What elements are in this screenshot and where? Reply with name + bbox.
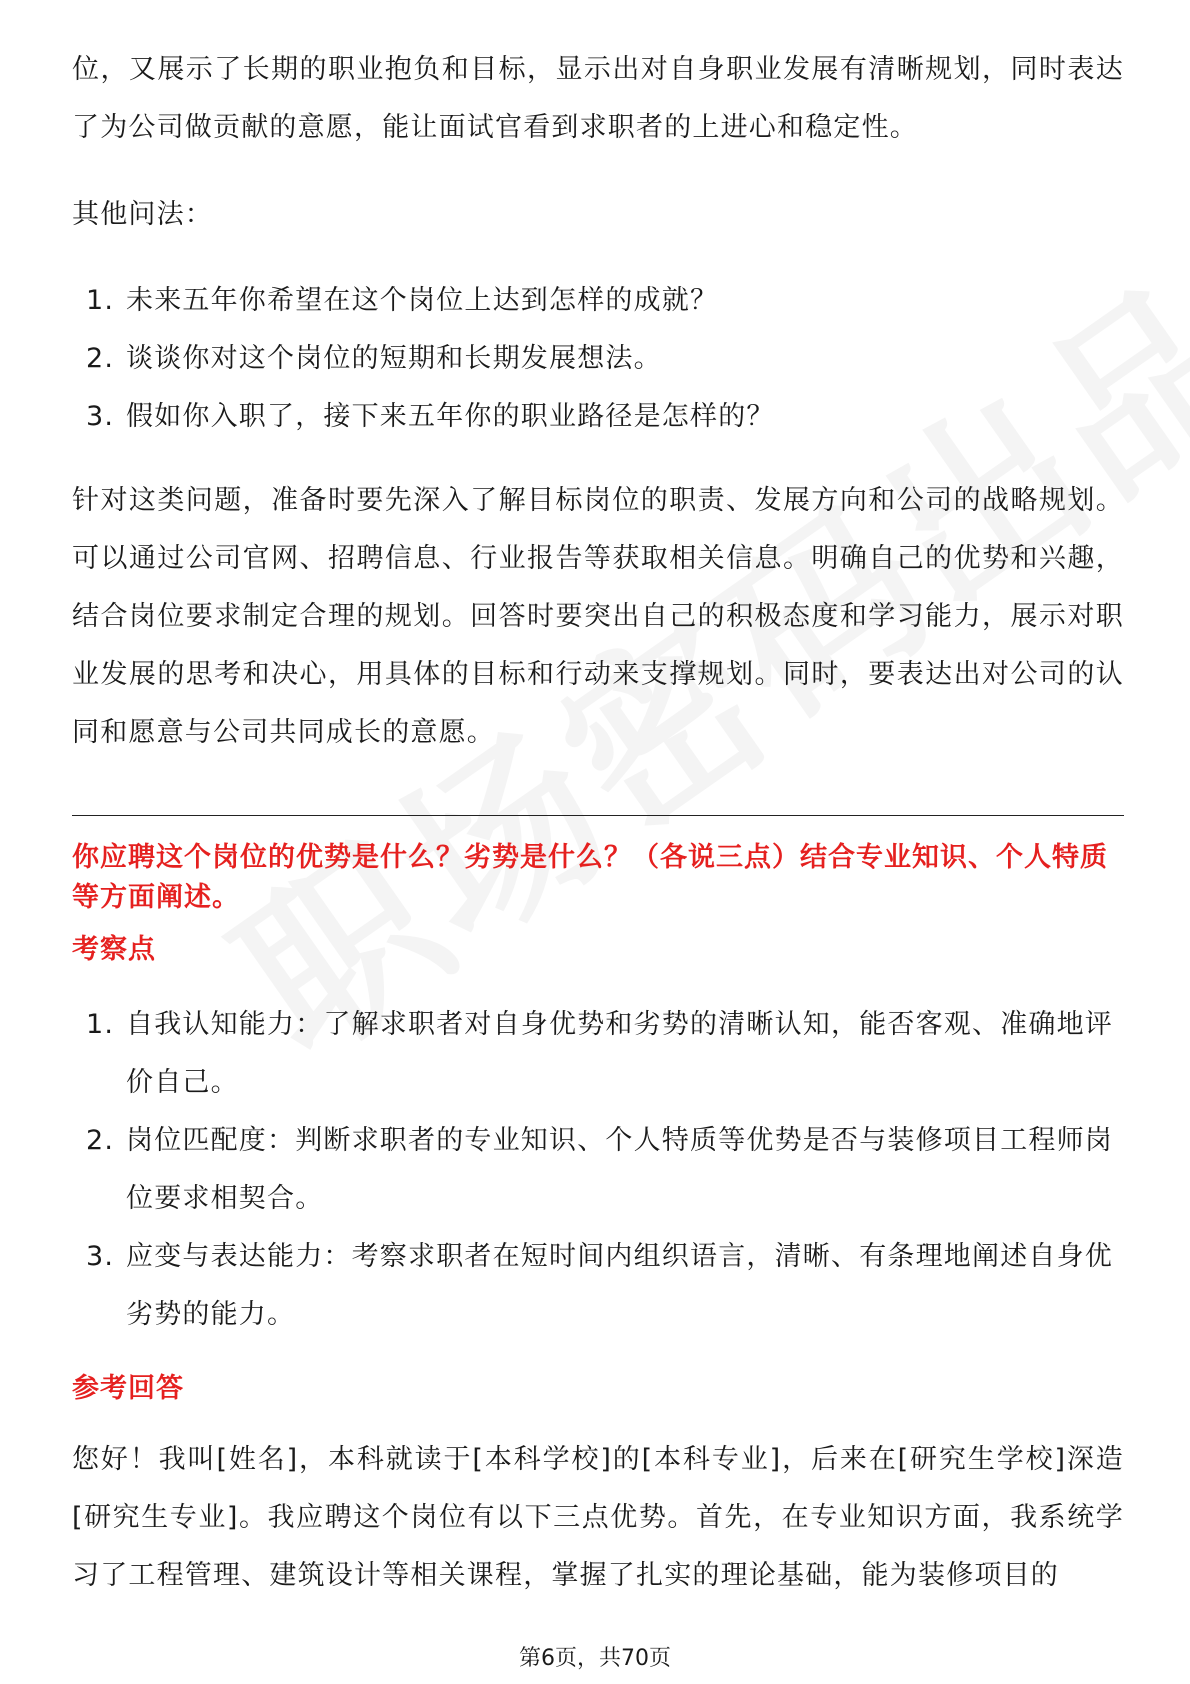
list-number: 1. — [86, 285, 115, 316]
reference-heading: 参考回答 — [72, 1373, 184, 1404]
focus-heading: 考察点 — [72, 934, 156, 965]
list-item — [72, 996, 1124, 1112]
list-item-text: 谈谈你对这个岗位的短期和长期发展想法。 — [126, 343, 662, 374]
list-number: 3. — [86, 1241, 115, 1272]
list-item-text: 自我认知能力：了解求职者对自身优势和劣势的清晰认知，能否客观、准确地评价自己。 — [126, 1009, 1113, 1098]
question-title: 你应聘这个岗位的优势是什么？劣势是什么？（各说三点）结合专业知识、个人特质等方面阐述。 — [72, 842, 1108, 913]
other-questions-list — [72, 272, 1124, 446]
list-item — [72, 1228, 1124, 1344]
list-item-text: 未来五年你希望在这个岗位上达到怎样的成就？ — [126, 285, 719, 316]
list-item — [72, 1112, 1124, 1228]
list-item-text: 应变与表达能力：考察求职者在短时间内组织语言，清晰、有条理地阐述自身优劣势的能力。 — [126, 1241, 1113, 1330]
list-item-text: 岗位匹配度：判断求职者的专业知识、个人特质等优势是否与装修项目工程师岗位要求相契合。 — [126, 1125, 1113, 1214]
list-number: 1. — [86, 1009, 115, 1040]
page-footer: 第6页，共70页 — [519, 1646, 671, 1671]
section-divider — [72, 815, 1124, 816]
list-item — [72, 330, 1124, 388]
list-number: 3. — [86, 401, 115, 432]
list-item-text: 假如你入职了，接下来五年你的职业路径是怎样的？ — [126, 401, 775, 432]
list-item — [72, 388, 1124, 446]
list-number: 2. — [86, 1125, 115, 1156]
other-questions-label: 其他问法： — [72, 199, 213, 230]
focus-list — [72, 996, 1124, 1344]
intro-paragraph: 位，又展示了长期的职业抱负和目标，显示出对自身职业发展有清晰规划，同时表达了为公司做贡献的意愿，能让面试官看到求职者的上进心和稳定性。 — [72, 54, 1124, 143]
advice-paragraph: 针对这类问题，准备时要先深入了解目标岗位的职责、发展方向和公司的战略规划。可以通过公司官网、招聘信息、行业报告等获取相关信息。明确自己的优势和兴趣，结合岗位要求制定合理的规划。回答时要突出自己的积极态度和学习能力，展示对职业发展的思考和决心，用具体的目标和行动来支撑规划。同时，要表达出对公司的认同和愿意与公司共同成长的意愿。 — [72, 485, 1124, 748]
list-item — [72, 272, 1124, 330]
list-number: 2. — [86, 343, 115, 374]
reference-answer: 您好！我叫[姓名]，本科就读于[本科学校]的[本科专业]，后来在[研究生学校]深造[研究生专业]。我应聘这个岗位有以下三点优势。首先，在专业知识方面，我系统学习了工程管理、建筑设计等相关课程，掌握了扎实的理论基础，能为装修项目的 — [72, 1444, 1124, 1591]
